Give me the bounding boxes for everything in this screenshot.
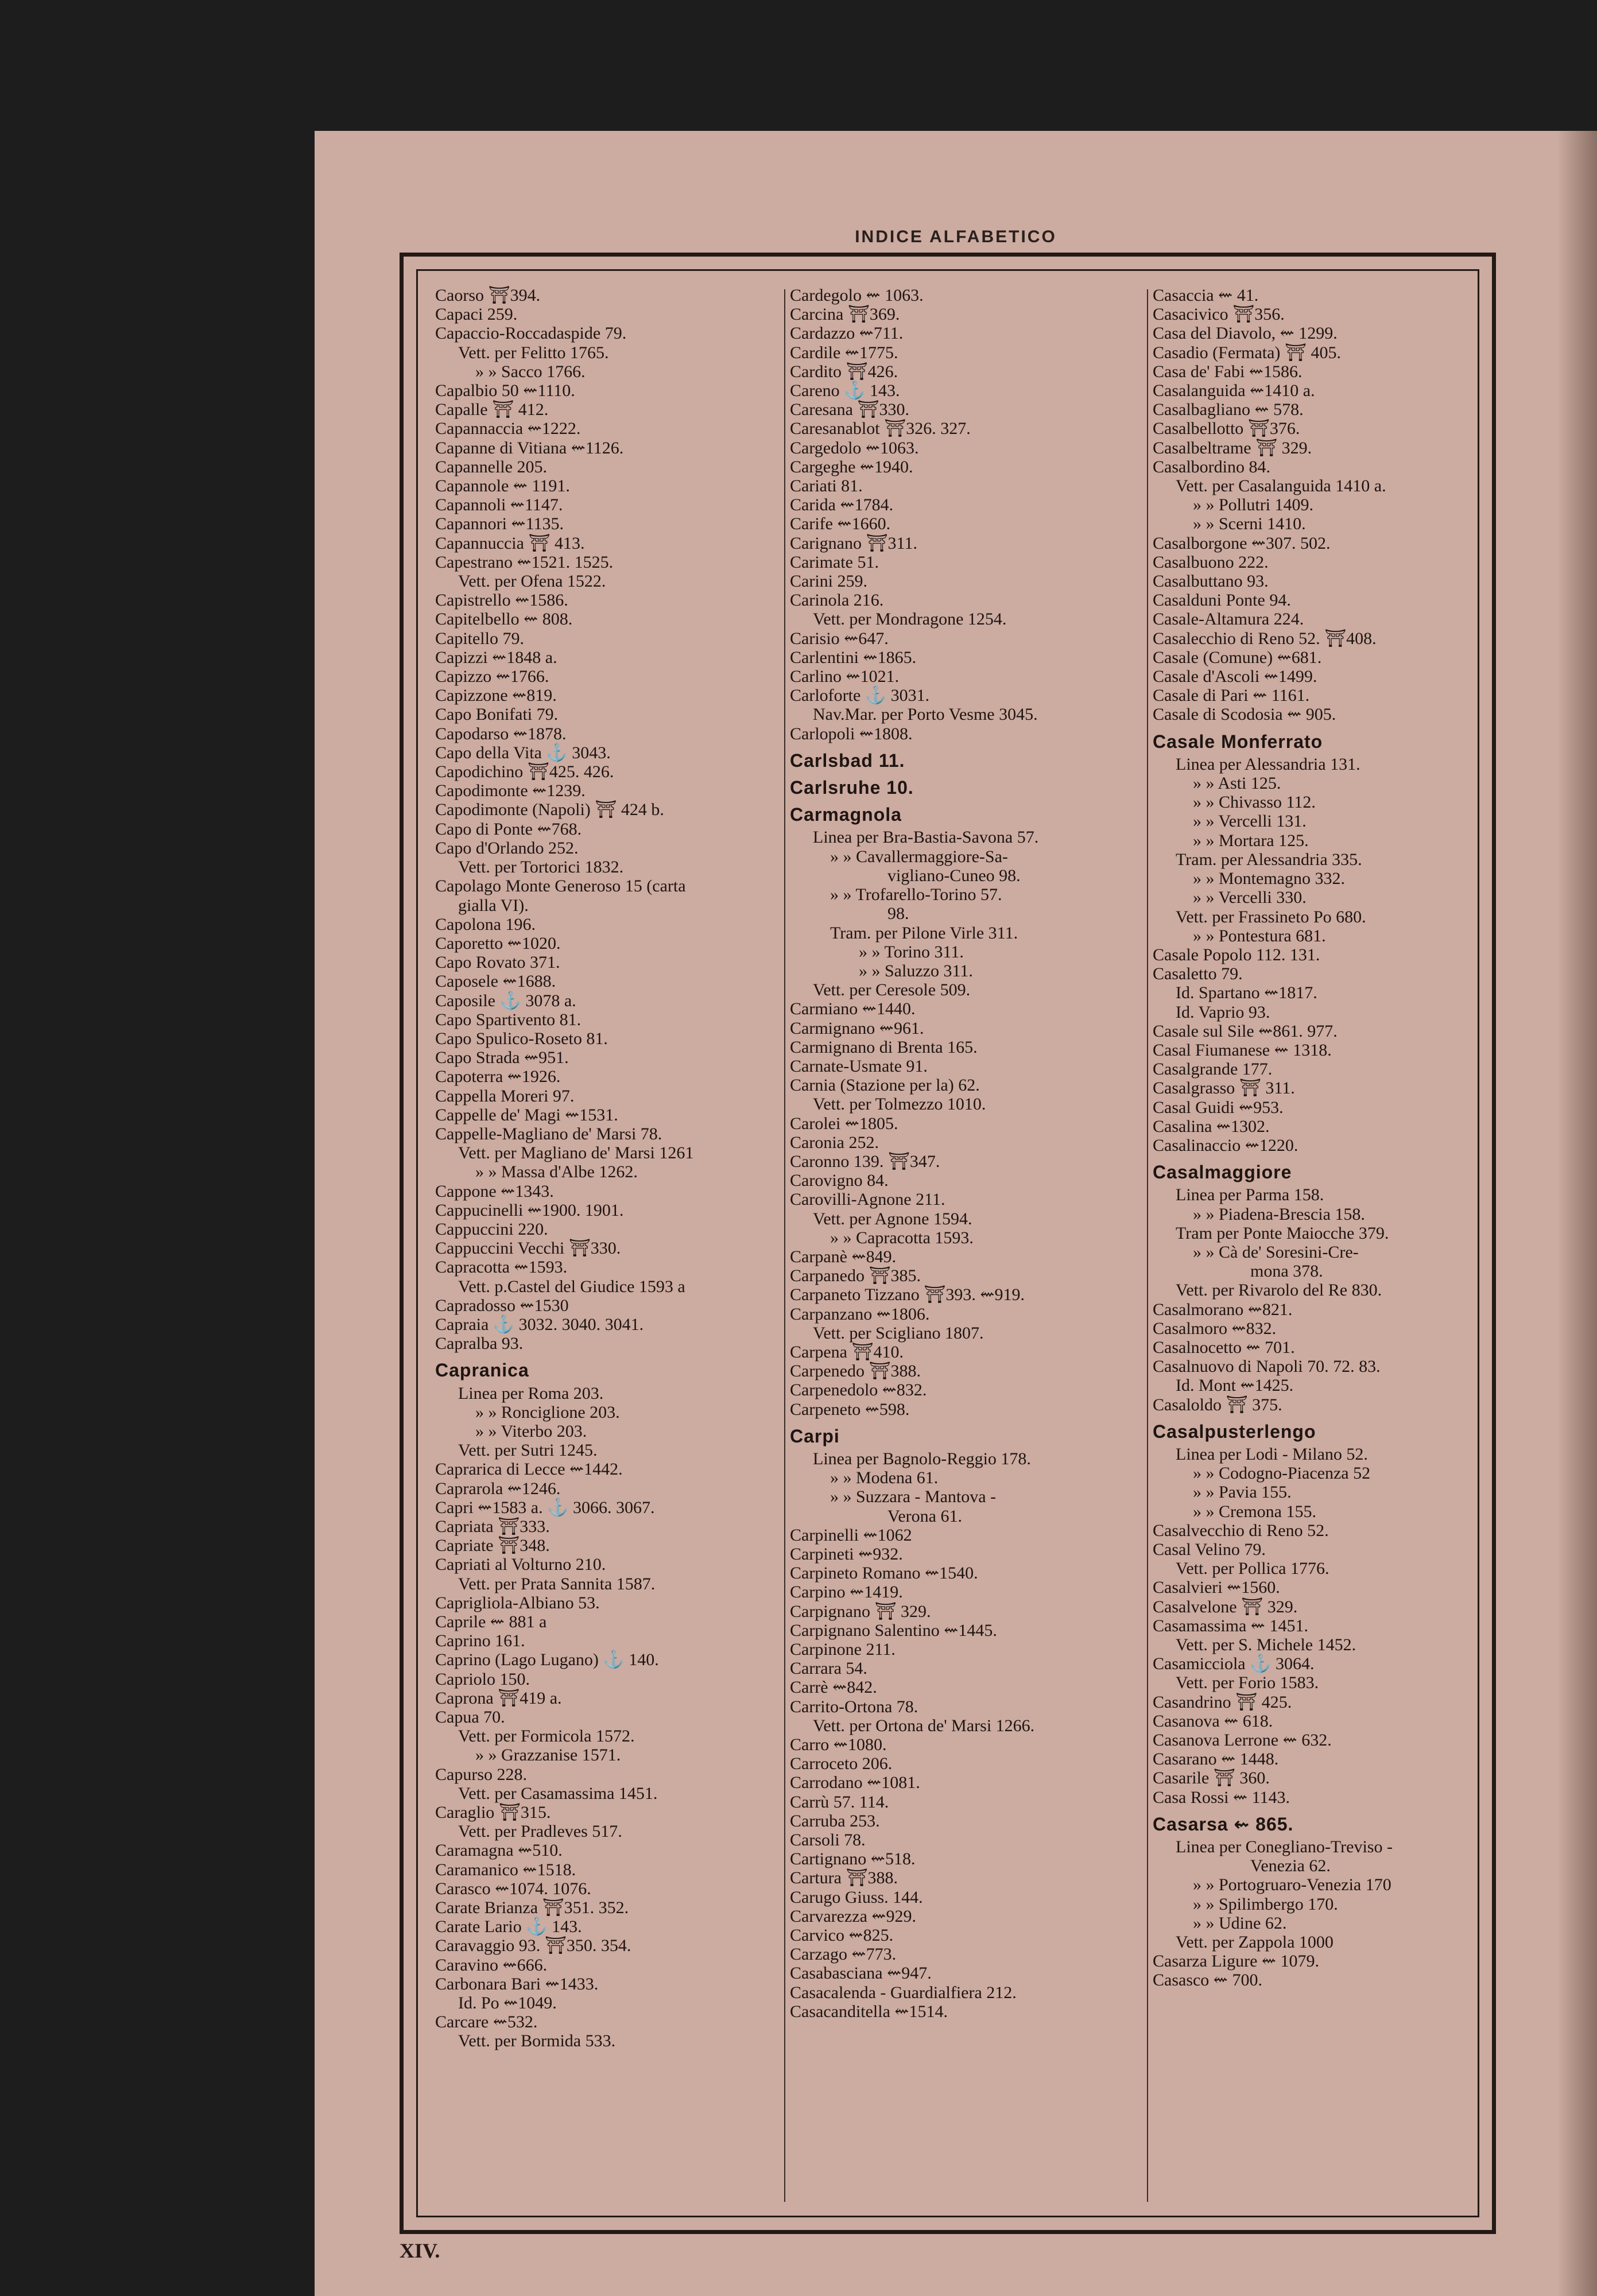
index-entry: Casacanditella ⇜1514.	[790, 2002, 948, 2021]
index-entry: Capo della Vita ⚓ 3043.	[435, 743, 611, 762]
index-heading: Casale Monferrato	[1153, 731, 1323, 752]
index-entry: » » Vercelli 330.	[1193, 888, 1307, 907]
index-entry: Caposele ⇜1688.	[435, 972, 556, 991]
index-entry: Carovilli-Agnone 211.	[790, 1190, 945, 1209]
index-entry: Caprile ⇜ 881 a	[435, 1612, 547, 1632]
index-entry: Carpaneto Tizzano ⛩393. ⇜919.	[790, 1285, 1025, 1305]
index-entry: Capo Bonifati 79.	[435, 705, 559, 724]
index-entry: Casanova ⇜ 618.	[1153, 1711, 1273, 1731]
index-entry: Cardegolo ⇜ 1063.	[790, 286, 924, 305]
index-frame-inner	[416, 269, 1479, 2217]
index-entry: Capraia ⚓ 3032. 3040. 3041.	[435, 1314, 644, 1334]
index-entry: Casale di Scodosia ⇜ 905.	[1153, 705, 1336, 724]
index-heading: Carpi	[790, 1425, 840, 1446]
index-entry: Vett. per Magliano de' Marsi 1261	[458, 1143, 694, 1163]
index-column-3	[1153, 286, 1497, 2204]
index-entry: Capitello 79.	[435, 629, 524, 648]
index-entry: » » Cremona 155.	[1193, 1502, 1316, 1521]
index-entry: Vett. per Pradleves 517.	[458, 1822, 622, 1841]
index-entry: Linea per Parma 158.	[1176, 1185, 1324, 1205]
index-entry: Casalvelone ⛩ 329.	[1153, 1597, 1298, 1616]
index-entry: Capitelbello ⇜ 808.	[435, 610, 573, 629]
index-entry: Vett. per Ofena 1522.	[458, 572, 606, 591]
index-entry: Casaccia ⇜ 41.	[1153, 286, 1259, 305]
index-entry: Cardazzo ⇜711.	[790, 324, 904, 343]
index-entry: » » Cà de' Soresini-Cre-	[1193, 1242, 1359, 1262]
index-entry: Casale di Pari ⇜ 1161.	[1153, 686, 1310, 705]
index-entry: » » Portogruaro-Venezia 170	[1193, 1875, 1391, 1895]
index-entry: Casarza Ligure ⇜ 1079.	[1153, 1952, 1320, 1971]
index-entry: Casalborgone ⇜307. 502.	[1153, 533, 1331, 553]
index-entry: Carvarezza ⇜929.	[790, 1906, 917, 1926]
index-entry: » » Pavia 155.	[1193, 1483, 1292, 1502]
index-entry: Tram. per Alessandria 335.	[1176, 850, 1362, 869]
index-entry: » » Montemagno 332.	[1193, 869, 1345, 889]
index-entry: Cartignano ⇜518.	[790, 1849, 916, 1869]
index-entry: Capodimonte ⇜1239.	[435, 781, 586, 801]
index-entry: Carrè ⇜842.	[790, 1678, 877, 1697]
index-entry: Casal Guidi ⇜953.	[1153, 1097, 1284, 1117]
index-entry: » » Cavallermaggiore-Sa-	[830, 847, 1008, 866]
index-entry: Caorso ⛩394.	[435, 286, 541, 305]
index-entry: Casasco ⇜ 700.	[1153, 1971, 1262, 1990]
index-entry: » » Ronciglione 203.	[475, 1402, 620, 1422]
index-entry: Carro ⇜1080.	[790, 1735, 887, 1755]
index-entry: » » Modena 61.	[830, 1468, 939, 1488]
index-entry: » » Chivasso 112.	[1193, 793, 1316, 812]
index-entry: Vett. per Frassineto Po 680.	[1176, 907, 1366, 926]
index-entry: Capodichino ⛩425. 426.	[435, 762, 614, 782]
index-entry: Caraglio ⛩315.	[435, 1803, 551, 1822]
index-entry: Casalecchio di Reno 52. ⛩408.	[1153, 629, 1377, 648]
index-entry: Capodarso ⇜1878.	[435, 724, 567, 743]
index-entry: » » Viterbo 203.	[475, 1421, 587, 1441]
index-entry: Carpanedo ⛩385.	[790, 1266, 921, 1286]
index-entry: Id. Vaprio 93.	[1176, 1002, 1270, 1022]
index-entry: Casalbeltrame ⛩ 329.	[1153, 438, 1312, 457]
index-heading: Capranica	[435, 1360, 529, 1381]
index-entry: Caresanablot ⛩326. 327.	[790, 419, 971, 439]
index-entry: Capistrello ⇜1586.	[435, 591, 568, 610]
index-entry: Carate Lario ⚓ 143.	[435, 1917, 582, 1937]
index-entry: Caprarola ⇜1246.	[435, 1479, 561, 1498]
index-entry: Venezia 62.	[1250, 1856, 1331, 1876]
index-entry: Casalbuttano 93.	[1153, 572, 1269, 591]
index-entry: Vett. per Tolmezzo 1010.	[813, 1095, 986, 1114]
index-entry: Casale-Altamura 224.	[1153, 610, 1304, 629]
index-entry: Carbonara Bari ⇜1433.	[435, 1974, 599, 1994]
index-entry: Capoterra ⇜1926.	[435, 1067, 561, 1087]
index-entry: Vett. per Casamassima 1451.	[458, 1783, 658, 1803]
column-divider	[784, 289, 785, 2202]
index-entry: Vett. p.Castel del Giudice 1593 a	[458, 1277, 685, 1296]
index-heading: Casalpusterlengo	[1153, 1421, 1316, 1442]
index-entry: Casamicciola ⚓ 3064.	[1153, 1654, 1315, 1674]
index-entry: Carlentini ⇜1865.	[790, 647, 917, 667]
index-entry: Carrara 54.	[790, 1659, 867, 1678]
index-entry: Capolago Monte Generoso 15 (carta	[435, 876, 686, 896]
index-entry: Capalle ⛩ 412.	[435, 400, 549, 420]
index-entry: Carovigno 84.	[790, 1171, 889, 1190]
index-entry: Carini 259.	[790, 572, 867, 591]
index-entry: Caresana ⛩330.	[790, 400, 910, 420]
index-entry: Capizzo ⇜1766.	[435, 667, 549, 687]
index-entry: Cappuccini 220.	[435, 1219, 548, 1239]
index-entry: Carmignano ⇜961.	[790, 1018, 924, 1038]
index-entry: Casalinaccio ⇜1220.	[1153, 1135, 1298, 1155]
index-entry: Nav.Mar. per Porto Vesme 3045.	[813, 705, 1038, 724]
index-entry: Capaci 259.	[435, 305, 518, 324]
index-entry: Capanne di Vitiana ⇜1126.	[435, 438, 624, 457]
index-entry: » » Trofarello-Torino 57.	[830, 885, 1002, 905]
index-entry: Casal Velino 79.	[1153, 1540, 1266, 1559]
index-entry: Caposile ⚓ 3078 a.	[435, 991, 576, 1010]
index-entry: Casa del Diavolo, ⇜ 1299.	[1153, 324, 1338, 343]
index-entry: Careno ⚓ 143.	[790, 381, 900, 401]
index-entry: Capannoli ⇜1147.	[435, 495, 563, 515]
page-number: XIV.	[400, 2239, 440, 2262]
index-entry: Vett. per Bormida 533.	[458, 2031, 616, 2051]
index-entry: » » Suzzara - Mantova -	[830, 1487, 997, 1507]
index-entry: 98.	[887, 904, 909, 924]
index-entry: Verona 61.	[887, 1506, 962, 1526]
index-entry: Vett. per S. Michele 1452.	[1176, 1635, 1356, 1655]
index-entry: Linea per Conegliano-Treviso -	[1176, 1837, 1393, 1857]
index-heading: Carlsruhe 10.	[790, 777, 914, 798]
index-entry: Casamassima ⇜ 1451.	[1153, 1616, 1308, 1635]
index-entry: Capestrano ⇜1521. 1525.	[435, 552, 614, 572]
index-entry: Casal Fiumanese ⇜ 1318.	[1153, 1040, 1332, 1060]
index-heading: Casarsa ⇜ 865.	[1153, 1813, 1294, 1835]
index-entry: Vett. per Mondragone 1254.	[813, 610, 1007, 629]
index-entry: Capodimonte (Napoli) ⛩ 424 b.	[435, 800, 664, 820]
index-entry: Casanova Lerrone ⇜ 632.	[1153, 1731, 1332, 1750]
index-entry: Capannole ⇜ 1191.	[435, 476, 570, 496]
index-entry: Casalgrande 177.	[1153, 1060, 1273, 1079]
index-entry: Linea per Bagnolo-Reggio 178.	[813, 1449, 1031, 1468]
index-entry: » » Vercelli 131.	[1193, 812, 1307, 831]
index-entry: Carpenedo ⛩388.	[790, 1362, 921, 1381]
index-entry: Capo Spartivento 81.	[435, 1010, 582, 1029]
index-entry: Carate Brianza ⛩351. 352.	[435, 1898, 629, 1918]
index-entry: Tram per Ponte Maiocche 379.	[1176, 1223, 1389, 1243]
index-entry: Vett. per Pollica 1776.	[1176, 1559, 1329, 1578]
index-entry: » » Pontestura 681.	[1193, 926, 1326, 945]
index-entry: Carpanzano ⇜1806.	[790, 1304, 930, 1324]
index-entry: Caprino (Lago Lugano) ⚓ 140.	[435, 1650, 659, 1670]
index-entry: Capo Rovato 371.	[435, 953, 560, 972]
index-heading: Carlsbad 11.	[790, 750, 905, 771]
index-entry: Cappella Moreri 97.	[435, 1086, 575, 1106]
index-entry: Carcare ⇜532.	[435, 2012, 538, 2032]
index-entry: Vett. per Tortorici 1832.	[458, 858, 624, 877]
index-entry: Casale (Comune) ⇜681.	[1153, 647, 1322, 667]
index-entry: Casale sul Sile ⇜861. 977.	[1153, 1021, 1338, 1041]
index-entry: Carnate-Usmate 91.	[790, 1056, 928, 1076]
index-entry: Carpeneto ⇜598.	[790, 1399, 910, 1419]
index-entry: » » Sacco 1766.	[475, 362, 586, 381]
index-entry: Capua 70.	[435, 1708, 505, 1727]
index-entry: Casalvecchio di Reno 52.	[1153, 1521, 1329, 1540]
index-entry: Casalnuovo di Napoli 70. 72. 83.	[1153, 1357, 1381, 1376]
index-entry: Vett. per Scigliano 1807.	[813, 1323, 984, 1343]
index-entry: Capizzone ⇜819.	[435, 686, 557, 705]
index-entry: Carpineto Romano ⇜1540.	[790, 1564, 978, 1583]
index-entry: Caramanico ⇜1518.	[435, 1860, 576, 1879]
index-entry: Linea per Roma 203.	[458, 1383, 604, 1403]
index-entry: Casarile ⛩ 360.	[1153, 1768, 1270, 1788]
index-entry: Carnia (Stazione per la) 62.	[790, 1076, 980, 1095]
index-entry: gialla VI).	[458, 895, 529, 915]
index-entry: Vett. per Forio 1583.	[1176, 1673, 1319, 1693]
index-entry: Casacivico ⛩356.	[1153, 305, 1285, 324]
index-entry: Casa de' Fabi ⇜1586.	[1153, 362, 1303, 381]
index-entry: Carmignano di Brenta 165.	[790, 1037, 978, 1057]
book-page	[315, 131, 1597, 2296]
index-entry: » » Capracotta 1593.	[830, 1228, 974, 1247]
index-entry: Casalina ⇜1302.	[1153, 1116, 1270, 1136]
index-entry: Tram. per Pilone Virle 311.	[830, 923, 1018, 943]
index-entry: Carmiano ⇜1440.	[790, 999, 916, 1019]
index-entry: Capriolo 150.	[435, 1669, 530, 1689]
index-entry: Caporetto ⇜1020.	[435, 933, 561, 953]
index-entry: Carida ⇜1784.	[790, 495, 894, 515]
index-entry: Casalmorano ⇜821.	[1153, 1300, 1293, 1319]
page-header: INDICE ALFABETICO	[855, 227, 1057, 246]
index-entry: Carrito-Ortona 78.	[790, 1697, 918, 1716]
index-entry: Carolei ⇜1805.	[790, 1114, 898, 1133]
page-edge-shadow	[1557, 131, 1597, 2296]
index-entry: Caramagna ⇜510.	[435, 1841, 563, 1860]
index-entry: Caprona ⛩419 a.	[435, 1688, 562, 1708]
index-entry: » » Grazzanise 1571.	[475, 1746, 621, 1765]
index-entry: Carife ⇜1660.	[790, 514, 891, 534]
index-entry: Casarano ⇜ 1448.	[1153, 1750, 1279, 1769]
index-entry: Casandrino ⛩ 425.	[1153, 1692, 1292, 1712]
index-entry: Linea per Lodi - Milano 52.	[1176, 1444, 1368, 1464]
index-entry: vigliano-Cuneo 98.	[887, 866, 1021, 885]
index-entry: Capolona 196.	[435, 914, 536, 934]
index-entry: Id. Mont ⇜1425.	[1176, 1376, 1294, 1395]
index-entry: Carpino ⇜1419.	[790, 1583, 903, 1602]
index-frame	[400, 253, 1496, 2234]
index-entry: Cappone ⇜1343.	[435, 1181, 554, 1201]
index-entry: Vett. per Sutri 1245.	[458, 1441, 598, 1460]
index-entry: Carpena ⛩410.	[790, 1342, 904, 1362]
index-entry: » » Udine 62.	[1193, 1913, 1287, 1933]
index-entry: Capannori ⇜1135.	[435, 514, 564, 534]
index-entry: Vett. per Rivarolo del Re 830.	[1176, 1281, 1382, 1300]
index-entry: Cappuccini Vecchi ⛩330.	[435, 1239, 621, 1258]
index-entry: Carpignano Salentino ⇜1445.	[790, 1620, 997, 1640]
index-entry: Cappelle-Magliano de' Marsi 78.	[435, 1124, 662, 1143]
index-entry: » » Pollutri 1409.	[1193, 495, 1314, 515]
index-entry: Cappucinelli ⇜1900. 1901.	[435, 1200, 624, 1220]
index-entry: Carpineti ⇜932.	[790, 1545, 903, 1564]
index-entry: Caronia 252.	[790, 1133, 879, 1152]
index-entry: Carimate 51.	[790, 552, 879, 572]
index-entry: Casalnocetto ⇜ 701.	[1153, 1337, 1295, 1357]
index-entry: Casadio (Fermata) ⛩ 405.	[1153, 343, 1342, 362]
index-entry: » » Piadena-Brescia 158.	[1193, 1204, 1365, 1224]
index-entry: mona 378.	[1250, 1262, 1323, 1281]
index-entry: Vett. per Formicola 1572.	[458, 1727, 635, 1746]
index-entry: Capizzi ⇜1848 a.	[435, 647, 557, 667]
index-entry: Capannaccia ⇜1222.	[435, 419, 581, 439]
index-entry: Vett. per Casalanguida 1410 a.	[1176, 476, 1386, 496]
index-entry: Carlino ⇜1021.	[790, 667, 900, 687]
index-entry: Capracotta ⇜1593.	[435, 1258, 568, 1277]
index-entry: Caronno 139. ⛩347.	[790, 1151, 940, 1171]
index-entry: Carcina ⛩369.	[790, 305, 900, 324]
index-heading: Casalmaggiore	[1153, 1162, 1292, 1183]
index-column-2	[790, 286, 1143, 2204]
index-entry: » » Torino 311.	[859, 942, 964, 961]
index-entry: Capannelle 205.	[435, 457, 547, 476]
index-entry: Carrù 57. 114.	[790, 1792, 889, 1812]
index-entry: Carvico ⇜825.	[790, 1926, 894, 1945]
index-entry: Id. Po ⇜1049.	[458, 1994, 557, 2013]
index-entry: Vett. per Ceresole 509.	[813, 980, 971, 1000]
index-entry: Casalduni Ponte 94.	[1153, 591, 1291, 610]
index-entry: Carpinelli ⇜1062	[790, 1525, 912, 1545]
index-entry: Casalanguida ⇜1410 a.	[1153, 381, 1315, 401]
index-entry: Linea per Bra-Bastia-Savona 57.	[813, 828, 1039, 847]
index-entry: Capriate ⛩348.	[435, 1536, 550, 1556]
index-entry: Carpenedolo ⇜832.	[790, 1380, 927, 1400]
index-entry: Casaletto 79.	[1153, 964, 1243, 984]
index-entry: Vett. per Ortona de' Marsi 1266.	[813, 1716, 1035, 1735]
index-heading: Carmagnola	[790, 804, 902, 825]
index-entry: » » Massa d'Albe 1262.	[475, 1162, 638, 1182]
index-entry: Casalmoro ⇜832.	[1153, 1318, 1277, 1338]
index-entry: Capannuccia ⛩ 413.	[435, 533, 585, 553]
index-entry: Capo di Ponte ⇜768.	[435, 819, 582, 839]
index-entry: Capalbio 50 ⇜1110.	[435, 381, 575, 401]
index-entry: » » Asti 125.	[1193, 774, 1281, 793]
index-entry: Cardito ⛩426.	[790, 362, 898, 381]
index-entry: Id. Spartano ⇜1817.	[1176, 983, 1317, 1003]
index-entry: Carasco ⇜1074. 1076.	[435, 1879, 591, 1898]
index-entry: Casalvieri ⇜1560.	[1153, 1578, 1280, 1597]
index-entry: Carrodano ⇜1081.	[790, 1773, 920, 1793]
index-entry: Carisio ⇜647.	[790, 629, 889, 648]
index-entry: Casaloldo ⛩ 375.	[1153, 1395, 1282, 1414]
index-entry: » » Saluzzo 311.	[859, 961, 973, 980]
index-entry: Casabasciana ⇜947.	[790, 1964, 932, 1983]
index-entry: Caprino 161.	[435, 1631, 525, 1651]
index-entry: » » Mortara 125.	[1193, 831, 1309, 850]
index-entry: Carugo Giuss. 144.	[790, 1887, 923, 1907]
index-entry: Cappelle de' Magi ⇜1531.	[435, 1105, 618, 1124]
index-entry: Cariati 81.	[790, 476, 863, 496]
index-entry: Capradosso ⇜1530	[435, 1296, 569, 1315]
index-entry: Carruba 253.	[790, 1811, 880, 1830]
index-entry: Capriata ⛩333.	[435, 1517, 550, 1536]
index-entry: Carpignano ⛩ 329.	[790, 1601, 931, 1621]
index-entry: Capo d'Orlando 252.	[435, 838, 579, 858]
index-entry: Casale Popolo 112. 131.	[1153, 945, 1320, 964]
index-entry: Carlopoli ⇜1808.	[790, 724, 913, 743]
index-entry: Caprarica di Lecce ⇜1442.	[435, 1460, 623, 1479]
index-entry: Capo Strada ⇜951.	[435, 1048, 569, 1068]
index-entry: Capriati al Volturno 210.	[435, 1555, 606, 1574]
index-entry: Vett. per Prata Sannita 1587.	[458, 1574, 656, 1593]
index-entry: Casalgrasso ⛩ 311.	[1153, 1079, 1295, 1098]
index-entry: Cargeghe ⇜1940.	[790, 457, 913, 476]
index-entry: Vett. per Zappola 1000	[1176, 1933, 1334, 1952]
index-entry: Carinola 216.	[790, 591, 884, 610]
index-entry: » » Codogno-Piacenza 52	[1193, 1464, 1371, 1483]
index-entry: Carzago ⇜773.	[790, 1945, 897, 1964]
index-entry: Cargedolo ⇜1063.	[790, 438, 919, 457]
index-entry: » » Spilimbergo 170.	[1193, 1894, 1338, 1914]
index-entry: Capaccio-Roccadaspide 79.	[435, 324, 627, 343]
index-entry: Carroceto 206.	[790, 1754, 893, 1774]
index-entry: Carignano ⛩311.	[790, 533, 917, 553]
index-entry: Cartura ⛩388.	[790, 1868, 898, 1888]
index-entry: Casale d'Ascoli ⇜1499.	[1153, 667, 1317, 687]
index-entry: Casalbagliano ⇜ 578.	[1153, 400, 1304, 420]
index-entry: Caprigliola-Albiano 53.	[435, 1593, 600, 1612]
index-entry: Capri ⇜1583 a. ⚓ 3066. 3067.	[435, 1498, 655, 1517]
index-entry: Linea per Alessandria 131.	[1176, 754, 1360, 774]
index-entry: Cardile ⇜1775.	[790, 343, 898, 362]
index-entry: Carsoli 78.	[790, 1830, 866, 1850]
index-entry: Casalbellotto ⛩376.	[1153, 419, 1300, 439]
index-entry: Carpanè ⇜849.	[790, 1247, 897, 1266]
index-entry: Caravaggio 93. ⛩350. 354.	[435, 1936, 631, 1956]
index-entry: Casalbordino 84.	[1153, 457, 1270, 476]
index-entry: Carloforte ⚓ 3031.	[790, 686, 930, 705]
index-entry: Capralba 93.	[435, 1334, 524, 1353]
index-entry: Carpinone 211.	[790, 1640, 896, 1659]
index-entry: Casacalenda - Guardialfiera 212.	[790, 1983, 1017, 2002]
index-entry: Casa Rossi ⇜ 1143.	[1153, 1787, 1290, 1807]
index-entry: Caravino ⇜666.	[435, 1955, 548, 1975]
index-entry: Vett. per Agnone 1594.	[813, 1209, 972, 1228]
index-entry: Vett. per Felitto 1765.	[458, 343, 609, 362]
index-entry: Capurso 228.	[435, 1764, 527, 1784]
index-entry: Capo Spulico-Roseto 81.	[435, 1029, 608, 1048]
column-divider	[1147, 289, 1148, 2202]
index-entry: » » Scerni 1410.	[1193, 514, 1306, 534]
index-column-1	[435, 286, 780, 2204]
index-entry: Casalbuono 222.	[1153, 552, 1269, 572]
